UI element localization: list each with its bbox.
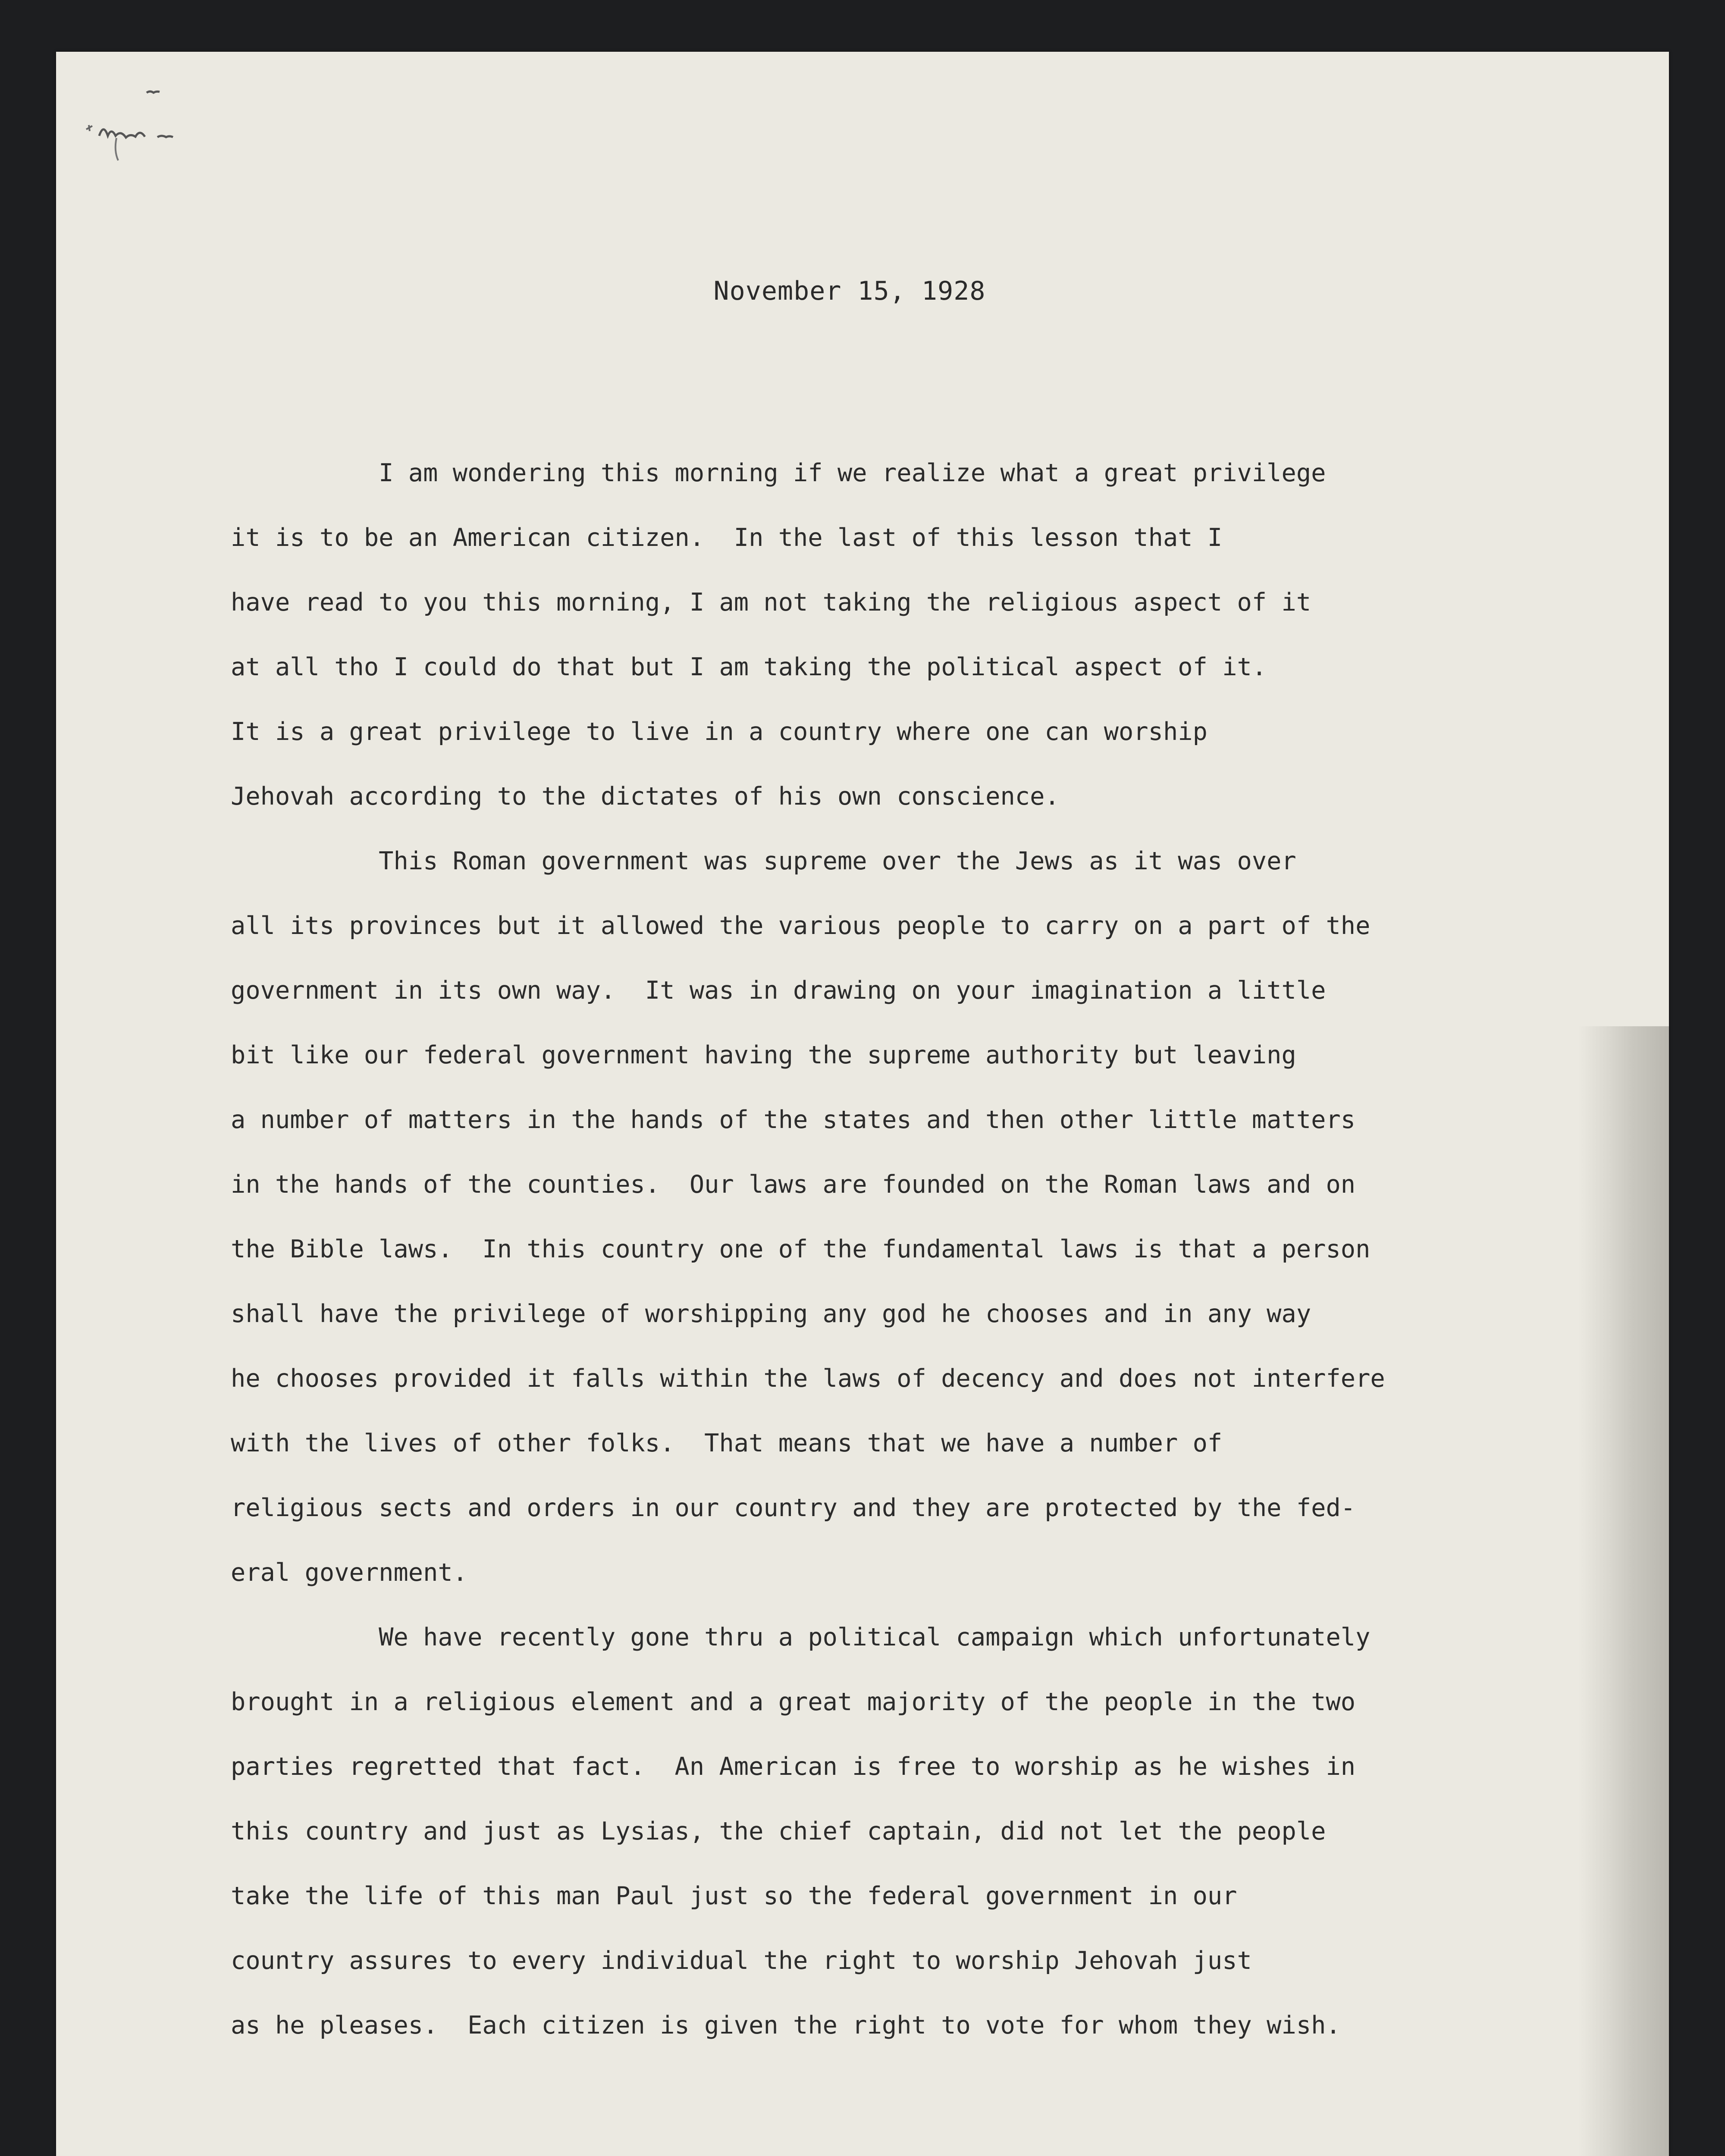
body-line: a number of matters in the hands of the states and then other little matters: [231, 1106, 1356, 1134]
body-line: it is to be an American citizen. In the last of this lesson that I: [231, 523, 1223, 552]
body-line: have read to you this morning, I am not taking the religious aspect of it: [231, 588, 1311, 617]
page-fold-shadow: [1578, 1026, 1669, 2156]
body-line: Jehovah according to the dictates of his own conscience.: [231, 782, 1060, 811]
body-line: eral government.: [231, 1558, 468, 1587]
body-line: all its provinces but it allowed the various people to carry on a part of the: [231, 912, 1371, 940]
body-line: It is a great privilege to live in a country where one can worship: [231, 718, 1208, 746]
body-line: at all tho I could do that but I am taking the political aspect of it.: [231, 653, 1267, 681]
document-body: [231, 441, 1524, 2058]
body-line: government in its own way. It was in drawing on your imagination a little: [231, 976, 1326, 1005]
body-line: in the hands of the counties. Our laws are founded on the Roman laws and on: [231, 1170, 1356, 1199]
body-line: he chooses provided it falls within the laws of decency and does not interfere: [231, 1364, 1385, 1393]
body-line: as he pleases. Each citizen is given the right to vote for whom they wish.: [231, 2011, 1341, 2040]
body-line: take the life of this man Paul just so the federal government in our: [231, 1882, 1237, 1910]
body-line: this country and just as Lysias, the chief captain, did not let the people: [231, 1817, 1326, 1846]
body-line: with the lives of other folks. That means that we have a number of: [231, 1429, 1223, 1457]
body-line: country assures to every individual the right to worship Jehovah just: [231, 1946, 1252, 1975]
document-date: November 15, 1928: [713, 276, 986, 306]
handwritten-annotation: [82, 82, 224, 168]
body-line: parties regretted that fact. An American is free to worship as he wishes in: [231, 1752, 1356, 1781]
body-line: religious sects and orders in our country and they are protected by the fed-: [231, 1494, 1356, 1522]
body-line: shall have the privilege of worshipping any god he chooses and in any way: [231, 1300, 1311, 1328]
body-line: We have recently gone thru a political campaign which unfortunately: [231, 1623, 1371, 1651]
body-line: I am wondering this morning if we realize what a great privilege: [231, 459, 1326, 487]
body-line: This Roman government was supreme over the Jews as it was over: [231, 847, 1296, 875]
body-line: the Bible laws. In this country one of the fundamental laws is that a person: [231, 1235, 1371, 1263]
body-line: brought in a religious element and a great majority of the people in the two: [231, 1688, 1356, 1716]
body-line: bit like our federal government having the supreme authority but leaving: [231, 1041, 1296, 1069]
